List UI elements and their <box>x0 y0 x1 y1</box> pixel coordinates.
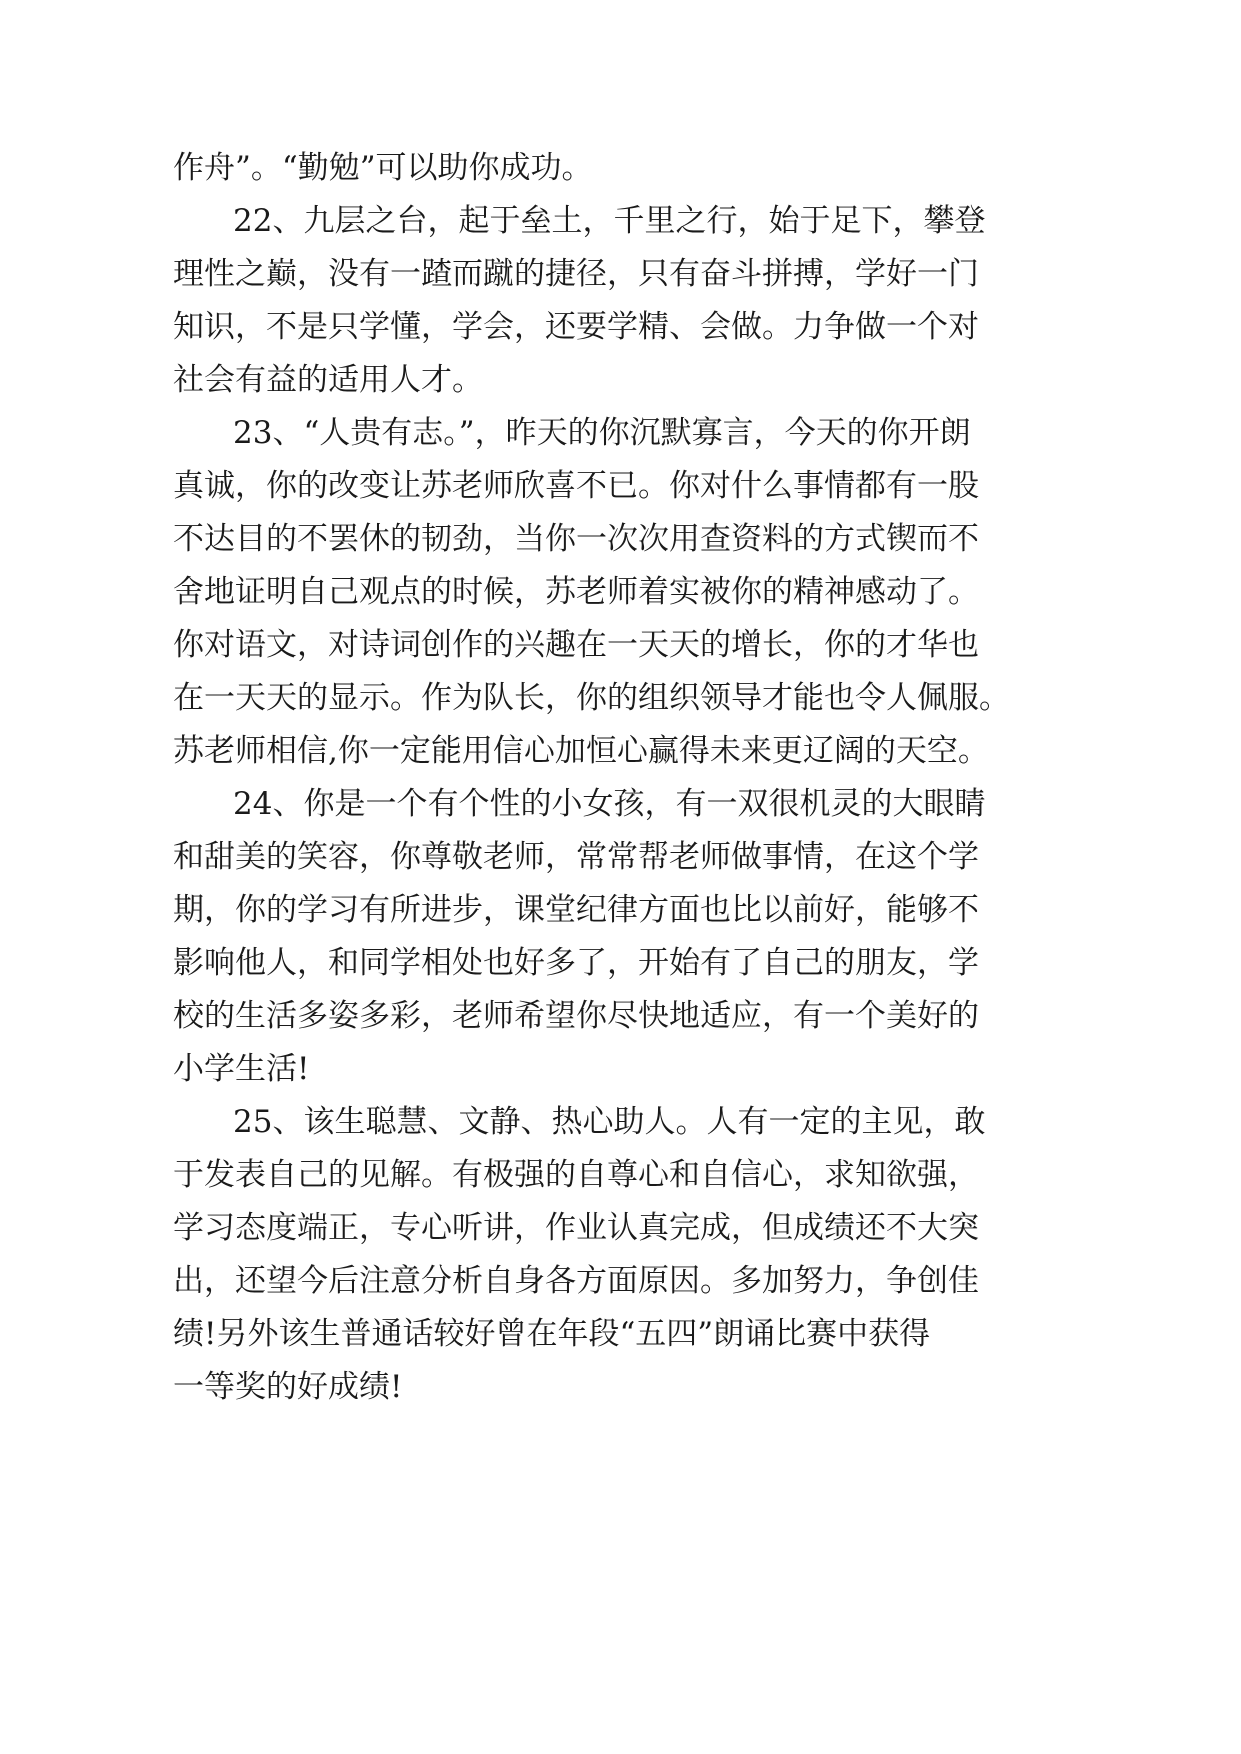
text-line <box>0 138 1241 198</box>
text-line <box>0 562 1241 622</box>
line-text: 23、“人贵有志。”，昨天的你沉默寡言，今天的你开朗 <box>233 415 971 451</box>
line-text: 出，还望今后注意分析自身各方面原因。多加努力，争创佳 <box>173 1263 979 1299</box>
text-line <box>0 1357 1241 1417</box>
text-line <box>0 1039 1241 1099</box>
text-line <box>0 350 1241 410</box>
line-text: 25、该生聪慧、文静、热心助人。人有一定的主见，敢 <box>233 1104 986 1140</box>
text-line <box>0 668 1241 728</box>
text-line <box>0 1198 1241 1258</box>
text-line <box>0 244 1241 304</box>
text-line <box>0 403 1241 463</box>
text-line <box>0 456 1241 516</box>
text-line <box>0 880 1241 940</box>
line-text: 校的生活多姿多彩，老师希望你尽快地适应，有一个美好的 <box>173 998 979 1034</box>
text-line <box>0 774 1241 834</box>
line-text: 知识，不是只学懂，学会，还要学精、会做。力争做一个对 <box>173 309 979 345</box>
line-text: 影响他人，和同学相处也好多了，开始有了自己的朋友，学 <box>173 945 979 981</box>
line-text: 真诚，你的改变让苏老师欣喜不已。你对什么事情都有一股 <box>173 468 979 504</box>
text-line <box>0 615 1241 675</box>
text-line <box>0 986 1241 1046</box>
line-text: 期，你的学习有所进步，课堂纪律方面也比以前好，能够不 <box>173 892 979 928</box>
line-text: 和甜美的笑容，你尊敬老师，常常帮老师做事情，在这个学 <box>173 839 979 875</box>
text-line <box>0 1304 1241 1364</box>
text-line <box>0 509 1241 569</box>
line-text: 小学生活! <box>173 1051 310 1087</box>
text-line <box>0 1145 1241 1205</box>
text-line <box>0 827 1241 887</box>
line-text: 作舟”。“勤勉”可以助你成功。 <box>173 150 593 186</box>
line-text: 22、九层之台，起于垒土，千里之行，始于足下，攀登 <box>233 203 986 239</box>
line-text: 于发表自己的见解。有极强的自尊心和自信心，求知欲强， <box>173 1157 979 1193</box>
text-line <box>0 721 1241 781</box>
line-text: 24、你是一个有个性的小女孩，有一双很机灵的大眼睛 <box>233 786 986 822</box>
line-text: 不达目的不罢休的韧劲，当你一次次用查资料的方式锲而不 <box>173 521 979 557</box>
text-line <box>0 297 1241 357</box>
text-line <box>0 1251 1241 1311</box>
line-text: 苏老师相信,你一定能用信心加恒心赢得未来更辽阔的天空。 <box>173 733 989 769</box>
line-text: 一等奖的好成绩! <box>173 1369 403 1405</box>
line-text: 学习态度端正，专心听讲，作业认真完成，但成绩还不大突 <box>173 1210 979 1246</box>
line-text: 在一天天的显示。作为队长，你的组织领导才能也令人佩服。 <box>173 680 1010 716</box>
text-line <box>0 1092 1241 1152</box>
text-line <box>0 191 1241 251</box>
line-text: 绩!另外该生普通话较好曾在年段“五四”朗诵比赛中获得 <box>173 1316 931 1352</box>
line-text: 社会有益的适用人才。 <box>173 362 483 398</box>
line-text: 你对语文，对诗词创作的兴趣在一天天的增长，你的才华也 <box>173 627 979 663</box>
line-text: 理性之巅，没有一蹅而蹴的捷径，只有奋斗拼搏，学好一门 <box>173 256 979 292</box>
text-line <box>0 933 1241 993</box>
line-text: 舍地证明自己观点的时候，苏老师着实被你的精神感动了。 <box>173 574 979 610</box>
